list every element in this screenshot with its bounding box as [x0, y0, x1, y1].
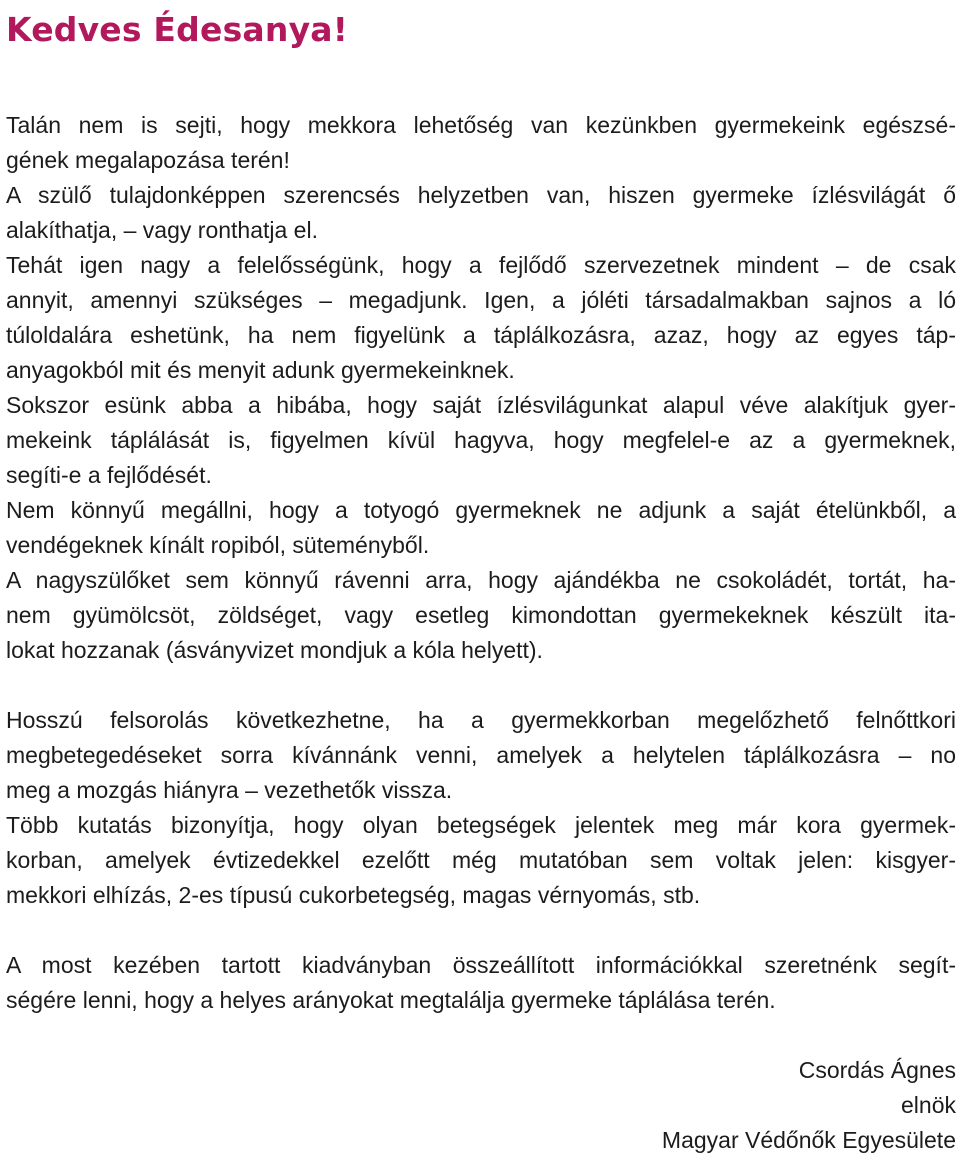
text-line: A most kezében tartott kiadványban összeállított információkkal szeretnénk segít- [6, 952, 956, 978]
text-line: alakíthatja, – vagy ronthatja el. [6, 217, 318, 243]
text-line: Sokszor esünk abba a hibába, hogy saját ízlésvilágunkat alapul véve alakítjuk gyer- [6, 392, 956, 418]
text-line: lokat hozzanak (ásványvizet mondjuk a kóla helyett). [6, 637, 543, 663]
signature-role: elnök [901, 1092, 956, 1118]
text-line: segíti-e a fejlődését. [6, 462, 212, 488]
text-line: vendégeknek kínált ropiból, süteményből. [6, 532, 430, 558]
text-line: annyit, amennyi szükséges – megadjunk. Igen, a jóléti társadalmakban sajnos a ló [6, 287, 956, 313]
text-line: Nem könnyű megállni, hogy a totyogó gyermeknek ne adjunk a saját ételünkből, a [6, 497, 956, 523]
text-line: Több kutatás bizonyítja, hogy olyan betegségek jelentek meg már kora gyermek- [6, 812, 956, 838]
text-line: mekeink táplálását is, figyelmen kívül hagyva, hogy megfelel-e az a gyermeknek, [6, 427, 956, 453]
text-line: nem gyümölcsöt, zöldséget, vagy esetleg kimondottan gyermekeknek készült ita- [6, 602, 956, 628]
text-line: gének megalapozása terén! [6, 147, 290, 173]
text-line: mekkori elhízás, 2-es típusú cukorbetegség, magas vérnyomás, stb. [6, 882, 701, 908]
text-line: anyagokból mit és menyit adunk gyermekeinknek. [6, 357, 515, 383]
text-line: meg a mozgás hiányra – vezethetők vissza. [6, 777, 453, 803]
signature-organization: Magyar Védőnők Egyesülete [661, 1127, 956, 1153]
text-line: túloldalára eshetünk, ha nem figyelünk a táplálkozásra, azaz, hogy az egyes táp- [6, 322, 956, 348]
text-line: Tehát igen nagy a felelősségünk, hogy a fejlődő szervezetnek mindent – de csak [6, 252, 956, 278]
text-line: ségére lenni, hogy a helyes arányokat megtalálja gyermeke táplálása terén. [6, 987, 776, 1013]
signature-name: Csordás Ágnes [798, 1057, 956, 1083]
text-line: A nagyszülőket sem könnyű rávenni arra, hogy ajándékba ne csokoládét, tortát, ha- [6, 567, 956, 593]
text-line: megbetegedéseket sorra kívánnánk venni, amelyek a helytelen táplálkozásra – no [6, 742, 956, 768]
letter-page [6, 0, 956, 1157]
text-line: Hosszú felsorolás következhetne, ha a gyermekkorban megelőzhető felnőttkori [6, 707, 956, 733]
letter-heading: Kedves Édesanya! [6, 10, 348, 49]
text-line: Talán nem is sejti, hogy mekkora lehetőség van kezünkben gyermekeink egészsé- [6, 112, 956, 138]
text-line: A szülő tulajdonképpen szerencsés helyzetben van, hiszen gyermeke ízlésvilágát ő [6, 182, 956, 208]
text-line: korban, amelyek évtizedekkel ezelőtt még mutatóban sem voltak jelen: kisgyer- [6, 847, 956, 873]
